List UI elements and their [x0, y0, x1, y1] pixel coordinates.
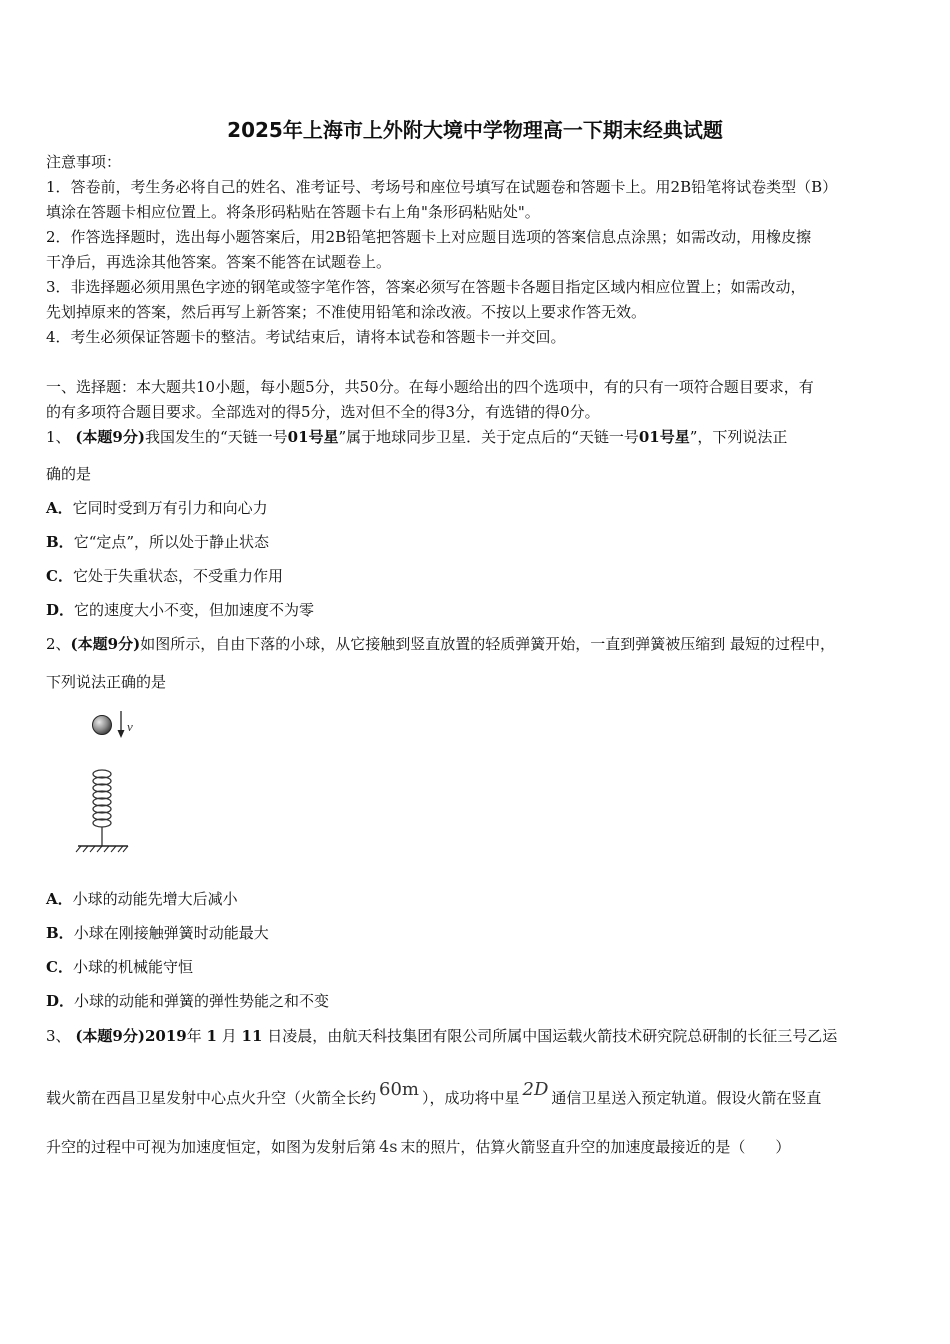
option-text: 小球的机械能守恒: [72, 958, 193, 976]
q2-option-d[interactable]: [46, 991, 908, 1011]
option-text: 它处于失重状态，不受重力作用: [72, 567, 283, 585]
q3-month: 1: [206, 1027, 217, 1045]
q1-stem: [46, 427, 908, 447]
q3-stem-line2: [46, 1079, 908, 1108]
q1-option-c[interactable]: [46, 566, 908, 586]
arrow-head-icon: [118, 730, 125, 738]
q3-stem-text: 通信卫星送入预定轨道。假设火箭在竖直: [551, 1089, 822, 1107]
q1-sat-id: 01号星: [638, 428, 690, 446]
q3-score: (本题9分): [75, 1027, 145, 1045]
q3-stem-text: 升空的过程中可视为加速度恒定，如图为发射后第: [46, 1138, 377, 1156]
q3-number: 3、: [46, 1027, 71, 1045]
q2-option-b[interactable]: [46, 923, 908, 943]
q3-stem-line3: [46, 1137, 908, 1157]
section-intro: 的有多项符合题目要求。全部选对的得5分，选对但不全的得3分，有选错的得0分。: [46, 403, 600, 421]
q3-day: 11: [241, 1027, 263, 1045]
notice-heading: 注意事项：: [46, 153, 122, 171]
q1-stem-text: ”属于地球同步卫星．关于定点后的“天链一号: [338, 428, 639, 446]
option-label: A．: [46, 890, 73, 908]
q3-math-length: 60m: [379, 1079, 419, 1100]
option-text: 它同时受到万有引力和向心力: [72, 499, 268, 517]
spring-coil-icon: [93, 770, 111, 846]
velocity-label: v: [127, 719, 133, 734]
q3-stem: [46, 1026, 908, 1046]
option-text: 它的速度大小不变，但加速度不为零: [74, 601, 315, 619]
q3-stem-text: 末的照片，估算火箭竖直升空的加速度最接近的是（ ）: [400, 1138, 791, 1156]
option-label: B．: [46, 533, 74, 551]
section-intro: 一、选择题：本大题共10小题，每小题5分，共50分。在每小题给出的四个选项中，有的只有一项符合题目要求，有: [46, 378, 814, 396]
ball-icon: [93, 716, 112, 735]
ball-spring-figure: [72, 708, 142, 858]
notice-line: 干净后，再选涂其他答案。答案不能答在试题卷上。: [46, 253, 392, 271]
q2-score: (本题9分): [70, 635, 141, 653]
q3-stem-text: 年: [186, 1027, 202, 1045]
option-text: 小球的动能先增大后减小: [72, 890, 238, 908]
notice-line: 2．作答选择题时，选出每小题答案后，用2B铅笔把答题卡上对应题目选项的答案信息点涂黑；如需改动，用橡皮擦: [46, 228, 812, 246]
q3-math-satellite: 2D: [522, 1079, 549, 1100]
spring-diagram: [72, 708, 142, 858]
q2-option-c[interactable]: [46, 957, 908, 977]
notice-line: 填涂在答题卡相应位置上。将条形码粘贴在答题卡右上角"条形码粘贴处"。: [46, 203, 540, 221]
option-label: D．: [46, 992, 75, 1010]
q3-year: 2019: [144, 1027, 187, 1045]
notice-line: 先划掉原来的答案，然后再写上新答案；不准使用铅笔和涂改液。不按以上要求作答无效。: [46, 303, 647, 321]
q1-number: 1、: [46, 428, 71, 446]
q2-option-a[interactable]: [46, 889, 908, 909]
q2-stem-line2: 下列说法正确的是: [46, 673, 167, 691]
q1-stem-text: 我国发生的“天链一号: [144, 428, 288, 446]
q3-stem-text: ），成功将中星: [422, 1089, 520, 1107]
option-label: A．: [46, 499, 73, 517]
q3-stem-text: 月: [221, 1027, 237, 1045]
notice-line: 4．考生必须保证答题卡的整洁。考试结束后，请将本试卷和答题卡一并交回。: [46, 328, 566, 346]
q3-math-time: 4s: [379, 1137, 398, 1156]
q2-number: 2、: [46, 635, 71, 653]
q3-stem-text: 载火箭在西昌卫星发射中心点火升空（火箭全长约: [46, 1089, 377, 1107]
q1-score: (本题9分): [75, 428, 145, 446]
q1-sat-id: 01号星: [287, 428, 339, 446]
q1-option-b[interactable]: [46, 532, 908, 552]
ground-hatch: [76, 846, 128, 852]
option-label: C．: [46, 958, 73, 976]
option-text: 小球的动能和弹簧的弹性势能之和不变: [74, 992, 330, 1010]
page-title: 2025年上海市上外附大境中学物理高一下期末经典试题: [227, 118, 723, 142]
notice-line: 1．答卷前，考生务必将自己的姓名、准考证号、考场号和座位号填写在试题卷和答题卡上。用2B铅笔将试卷类型（B）: [46, 178, 838, 196]
q2-stem-text: 如图所示，自由下落的小球，从它接触到竖直放置的轻质弹簧开始，一直到弹簧被压缩到 最短的过程中，: [140, 635, 835, 653]
q1-option-a[interactable]: [46, 498, 908, 518]
option-label: D．: [46, 601, 75, 619]
q1-stem-text: ”，下列说法正: [689, 428, 788, 446]
option-label: B．: [46, 924, 74, 942]
q3-stem-text: 日凌晨，由航天科技集团有限公司所属中国运载火箭技术研究院总研制的长征三号乙运: [267, 1027, 838, 1045]
option-text: 小球在刚接触弹簧时动能最大: [73, 924, 269, 942]
option-label: C．: [46, 567, 73, 585]
q1-stem-line2: 确的是: [46, 465, 92, 483]
option-text: 它“定点”，所以处于静止状态: [73, 533, 270, 551]
notice-line: 3．非选择题必须用黑色字迹的钢笔或签字笔作答，答案必须写在答题卡各题目指定区域内相应位置上；如需改动，: [46, 278, 806, 296]
q2-stem: [46, 634, 908, 654]
q1-option-d[interactable]: [46, 600, 908, 620]
